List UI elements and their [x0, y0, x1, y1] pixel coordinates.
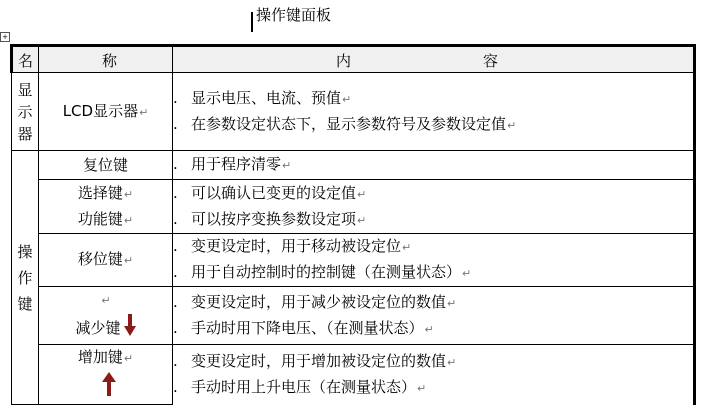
func-name — [39, 207, 172, 233]
shift-name-text: 移位键 — [77, 250, 123, 268]
lcd-name-text: LCD显示器 — [62, 101, 139, 120]
header-name-text: 名 — [18, 52, 34, 70]
bullet: . — [173, 292, 178, 311]
para-mark: ↵ — [357, 213, 367, 227]
para-mark: ↵ — [342, 92, 352, 106]
name-select-func — [39, 180, 173, 234]
decrease-line-1-text: 变更设定时，用于减少被设定位的数值 — [191, 292, 447, 311]
bullet: . — [173, 155, 178, 173]
header-name-text-2: 称 — [102, 52, 118, 70]
table-header-row — [12, 46, 695, 73]
row-decrease — [12, 287, 695, 345]
header-content-text-b: 容 — [483, 52, 499, 70]
para-mark: ↵ — [447, 296, 457, 310]
panel-title: 操作键面板 — [256, 6, 332, 24]
row-reset — [12, 151, 695, 180]
shift-line-1-text: 变更设定时，用于移动被设定位 — [191, 237, 402, 255]
shift-line-1 — [173, 234, 693, 260]
lcd-line-1 — [173, 86, 693, 112]
para-mark: ↵ — [357, 187, 367, 201]
row-lcd — [12, 73, 695, 151]
group-keys-label: 操作键 — [17, 242, 33, 313]
func-line-text: 可以按序变换参数设定项 — [191, 209, 357, 228]
bullet: . — [173, 237, 178, 255]
content-reset — [173, 151, 695, 180]
bullet: . — [173, 377, 178, 396]
para-mark: ↵ — [101, 294, 111, 307]
decrease-name-line — [39, 313, 172, 344]
para-mark: ↵ — [462, 267, 472, 280]
operation-key-table — [10, 44, 696, 405]
content-increase — [173, 345, 695, 405]
content-lcd — [173, 73, 695, 151]
name-shift — [39, 234, 173, 287]
func-line — [173, 207, 693, 233]
group-display-label: 显示器 — [17, 80, 33, 143]
lcd-line-2 — [173, 112, 693, 138]
arrow-down-icon — [124, 313, 136, 344]
bullet: . — [173, 114, 178, 133]
text-cursor — [251, 12, 253, 32]
decrease-name-text: 减少键 — [75, 319, 121, 337]
header-name-1 — [12, 46, 39, 73]
content-select-func — [173, 180, 695, 234]
select-name — [39, 181, 172, 207]
row-select-func — [12, 180, 695, 234]
para-mark: ↵ — [123, 213, 134, 227]
shift-line-2-text: 用于自动控制时的控制键（在测量状态） — [191, 263, 462, 281]
bullet: . — [173, 209, 178, 228]
name-lcd — [39, 73, 173, 151]
name-reset — [39, 151, 173, 180]
para-mark: ↵ — [123, 254, 134, 267]
header-name-2 — [39, 46, 173, 73]
select-line-text: 可以确认已变更的设定值 — [191, 183, 357, 202]
lcd-line-1-text: 显示电压、电流、预值 — [191, 88, 342, 107]
lcd-line-2-text: 在参数设定状态下，显示参数符号及参数设定值 — [191, 114, 507, 133]
decrease-name-mark-line — [39, 287, 172, 313]
increase-name-text: 增加键 — [77, 348, 123, 366]
row-shift — [12, 234, 695, 287]
reset-line-1-text: 用于程序清零 — [191, 155, 282, 173]
increase-line-2-text: 手动时用上升电压（在测量状态） — [191, 377, 417, 396]
reset-name-text: 复位键 — [82, 156, 128, 174]
header-content — [173, 46, 695, 73]
select-name-text: 选择键 — [77, 183, 123, 202]
para-mark: ↵ — [282, 159, 292, 172]
group-display — [12, 73, 39, 151]
decrease-line-1 — [173, 290, 693, 316]
group-keys — [12, 151, 39, 405]
row-increase — [12, 345, 695, 405]
name-decrease — [39, 287, 173, 345]
arrow-up-icon — [102, 371, 116, 404]
content-decrease — [173, 287, 695, 345]
para-mark: ↵ — [424, 322, 434, 336]
para-mark: ↵ — [123, 352, 134, 365]
reset-line-1 — [173, 152, 693, 178]
content-shift — [173, 234, 695, 287]
select-line — [173, 181, 693, 207]
bullet: . — [173, 318, 178, 337]
decrease-line-2 — [173, 316, 693, 342]
name-increase — [39, 345, 173, 405]
increase-line-2 — [173, 375, 693, 401]
shift-line-2 — [173, 260, 693, 286]
para-mark: ↵ — [507, 118, 517, 132]
para-mark: ↵ — [123, 187, 134, 201]
para-mark: ↵ — [447, 355, 457, 369]
bullet: . — [173, 351, 178, 370]
bullet: . — [173, 88, 178, 107]
increase-line-1-text: 变更设定时，用于增加被设定位的数值 — [191, 351, 447, 370]
bullet: . — [173, 263, 178, 281]
para-mark: ↵ — [417, 381, 427, 395]
decrease-line-2-text: 手动时用下降电压、（在测量状态） — [191, 318, 424, 337]
para-mark: ↵ — [402, 241, 412, 254]
increase-name-line — [39, 345, 172, 371]
func-name-text: 功能键 — [77, 209, 123, 228]
bullet: . — [173, 183, 178, 202]
table-move-handle[interactable]: + — [0, 32, 10, 42]
increase-arrow-line — [39, 371, 172, 404]
increase-line-1 — [173, 349, 693, 375]
para-mark: ↵ — [139, 105, 149, 119]
header-content-text-a: 内 — [336, 52, 352, 70]
